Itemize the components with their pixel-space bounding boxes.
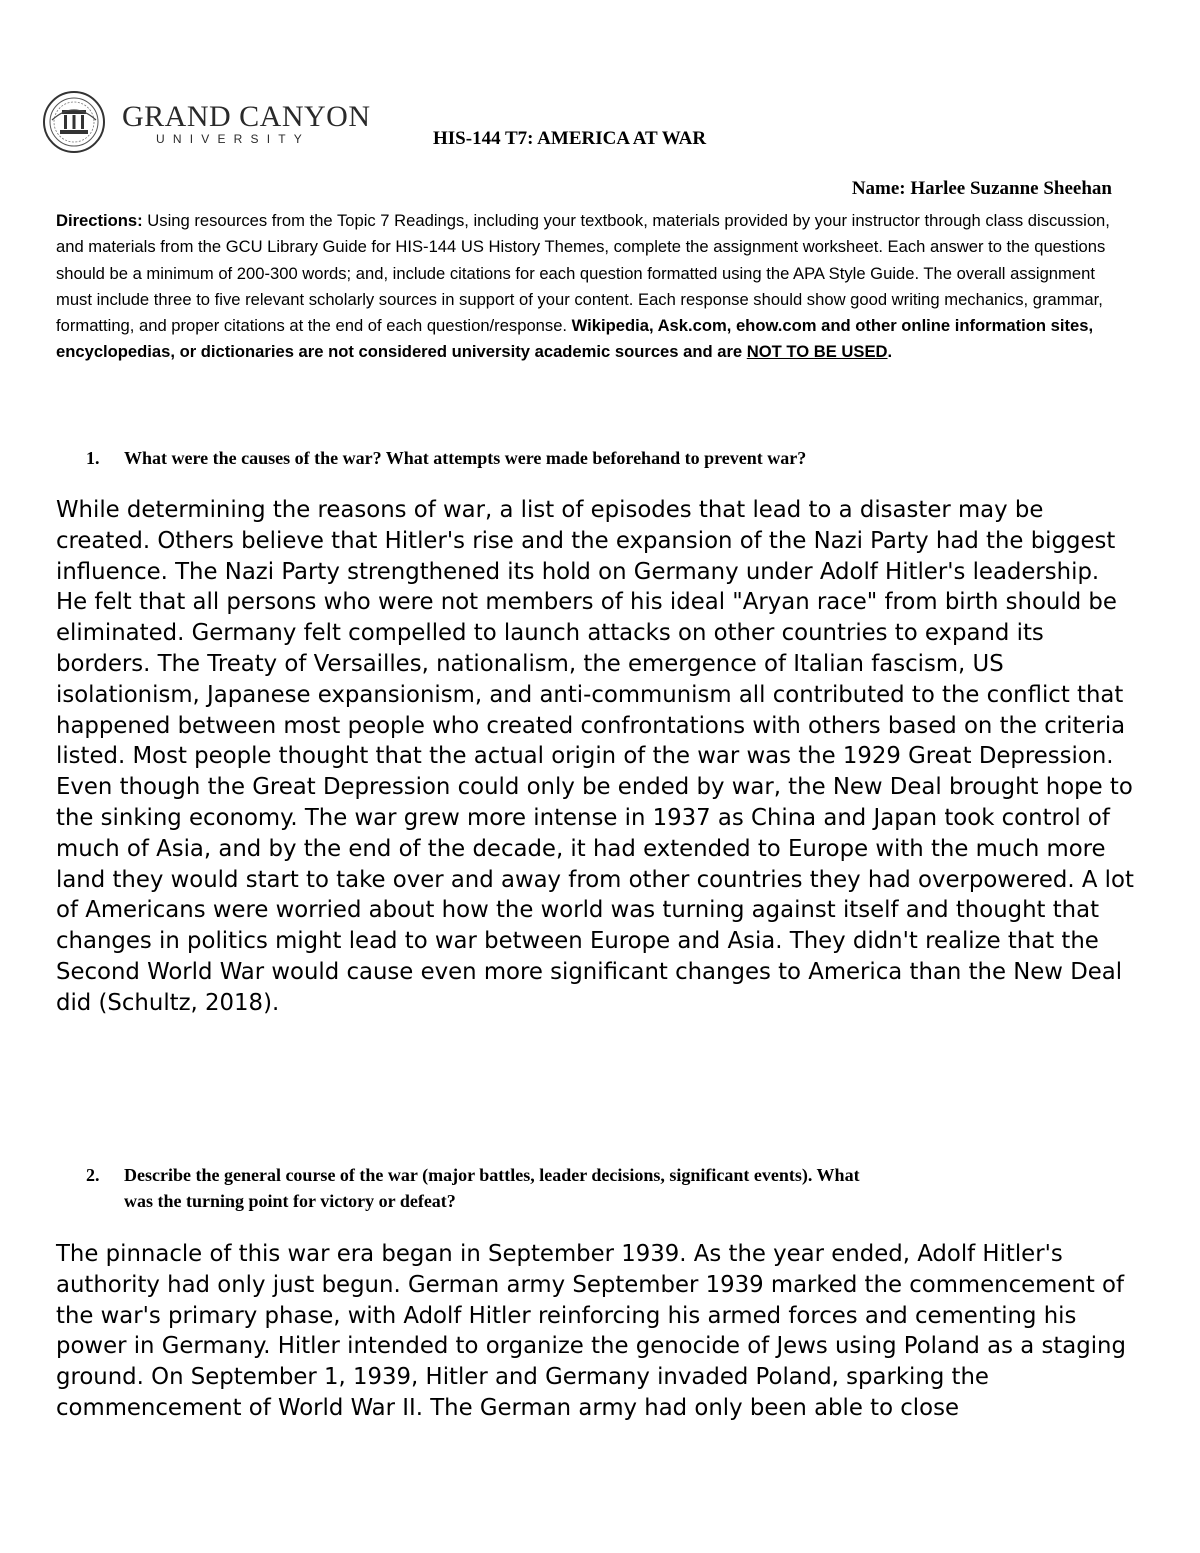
student-name: Name: Harlee Suzanne Sheehan <box>851 178 1112 199</box>
directions-warning-end: . <box>887 342 893 362</box>
directions-warning-underline: NOT TO BE USED <box>746 342 888 362</box>
directions-paragraph <box>56 208 1126 366</box>
directions-label: Directions: <box>56 211 143 230</box>
university-logo <box>42 90 371 154</box>
question-2 <box>86 1162 1126 1214</box>
question-text-continued: was the turning point for victory or defeat? <box>124 1191 456 1211</box>
answer-1: While determining the reasons of war, a list of episodes that lead to a disaster may be created. Others believe that Hitler's rise and the expansion of the Nazi Party had the biggest influence. The Nazi Party strengthened its hold on Germany under Adolf Hitler's leadership. He felt that all persons who were not members of his ideal "Aryan race" from birth should be eliminated. Germany felt compelled to launch attacks on other countries to expand its borders. The Treaty of Versailles, nationalism, the emergence of Italian fascism, US isolationism, Japanese expansionism, and anti-communism all contributed to the conflict that happened between most people who created confrontations with others based on the criteria listed. Most people thought that the actual origin of the war was the 1929 Great Depression. Even though the Great Depression could only be ended by war, the New Deal brought hope to the sinking economy. The war grew more intense in 1937 as China and Japan took control of much of Asia, and by the end of the decade, it had extended to Europe with the much more land they would start to take over and away from other countries they had overpowered. A lot of Americans were worried about how the world was turning against itself and thought that changes in politics might lead to war between Europe and Asia. They didn't realize that the Second World War would cause even more significant changes to America than the New Deal did (Schultz, 2018). <box>56 497 1134 1016</box>
document-title: HIS-144 T7: AMERICA AT WAR <box>433 128 707 149</box>
university-seal-icon <box>42 90 114 154</box>
logo-subtitle: UNIVERSITY <box>156 132 311 146</box>
question-text: What were the causes of the war? What attempts were made beforehand to prevent war? <box>124 448 807 468</box>
logo-wordmark: GRAND CANYON <box>122 100 371 133</box>
question-1 <box>86 445 1126 471</box>
directions-warning: Wikipedia, Ask.com, ehow.com and other online information sites, encyclopedias, or dictionaries are not considered university academic sources and are <box>56 316 1094 362</box>
question-number: 2. <box>86 1165 100 1185</box>
answer-2: The pinnacle of this war era began in September 1939. As the year ended, Adolf Hitler's authority had only just begun. German army September 1939 marked the commencement of the war's primary phase, with Adolf Hitler reinforcing his armed forces and cementing his power in Germany. Hitler intended to organize the genocide of Jews using Poland as a staging ground. On September 1, 1939, Hitler and Germany invaded Poland, sparking the commencement of World War II. The German army had only been able to close <box>56 1241 1126 1421</box>
directions-text: Using resources from the Topic 7 Readings, including your textbook, materials provided by your instructor through class discussion, and materials from the GCU Library Guide for HIS-144 US History Themes, complete the assignment worksheet. Each answer to the questions should be a minimum of 200-300 words; and, include citations for each question formatted using the APA Style Guide. The overall assignment must include three to five relevant scholarly sources in support of your content. Each response should show good writing mechanics, grammar, formatting, and proper citations at the end of each question/response. <box>56 211 1110 336</box>
question-text: Describe the general course of the war (major battles, leader decisions, significant events). What <box>124 1165 860 1185</box>
question-number: 1. <box>86 448 100 468</box>
